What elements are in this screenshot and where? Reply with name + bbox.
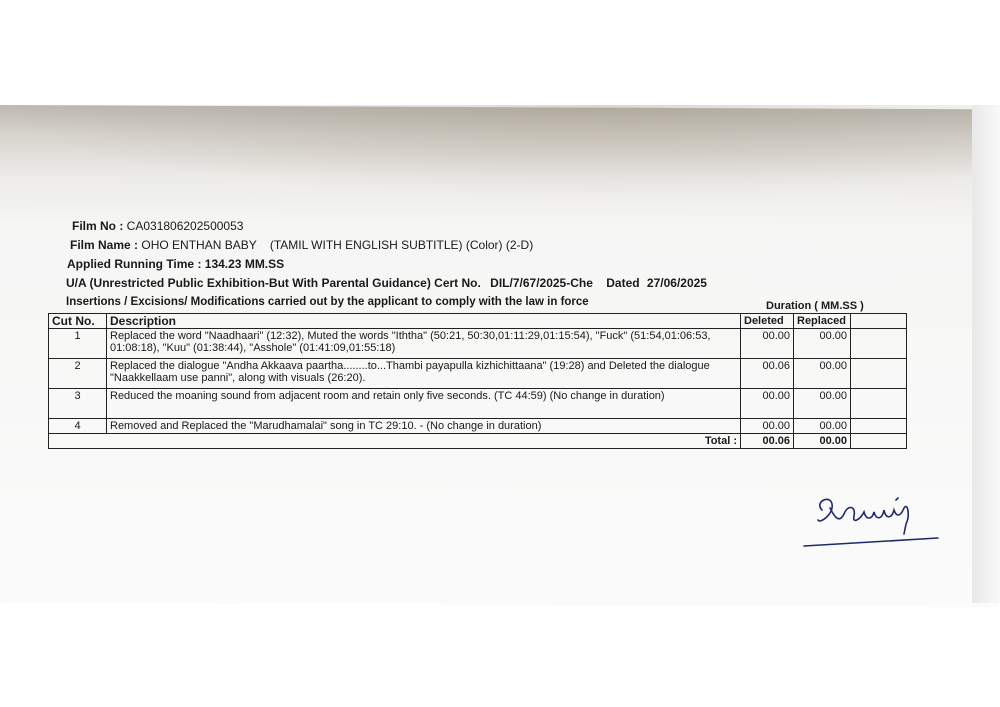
table-row xyxy=(49,329,907,359)
blank-cell xyxy=(851,359,907,389)
deleted-cell: 00.00 xyxy=(741,329,794,359)
cert-no-label: Cert No. xyxy=(434,276,481,290)
total-spacer xyxy=(49,434,107,449)
replaced-cell: 00.00 xyxy=(794,389,851,419)
total-replaced: 00.00 xyxy=(794,434,851,449)
signature-underline xyxy=(804,538,938,546)
certificate-line xyxy=(66,276,707,290)
blank-cell xyxy=(851,329,907,359)
cert-date: 27/06/2025 xyxy=(646,276,707,290)
running-time-value: 134.23 MM.SS xyxy=(204,257,285,271)
film-no-line xyxy=(72,219,243,233)
deleted-cell: 00.00 xyxy=(741,419,794,434)
header-blank xyxy=(851,314,907,329)
replaced-cell: 00.00 xyxy=(794,359,851,389)
description-cell: Removed and Replaced the "Marudhamalai" song in TC 29:10. - (No change in duration) xyxy=(107,419,741,434)
replaced-cell: 00.00 xyxy=(794,419,851,434)
description-cell: Replaced the dialogue "Andha Akkaava paartha........to...Thambi payapulla kizhichittaana" (19:28) and Deleted the dialogue "Naakkellaam use panni", along with visuals (26:20). xyxy=(107,359,741,389)
cert-no-value: DIL/7/67/2025-Che xyxy=(490,276,593,290)
duration-heading: Duration ( MM.SS ) xyxy=(766,300,864,312)
signature-stroke xyxy=(818,498,908,534)
film-no-value: CA031806202500053 xyxy=(126,219,244,233)
blank-cell xyxy=(851,389,907,419)
running-time-line xyxy=(67,257,284,271)
certificate-category: U/A (Unrestricted Public Exhibition-But With Parental Guidance) xyxy=(66,276,431,290)
header-cut-no: Cut No. xyxy=(49,314,107,329)
table-row xyxy=(49,359,907,389)
film-name-details: (TAMIL WITH ENGLISH SUBTITLE) (Color) (2-D) xyxy=(269,238,534,252)
signature-image xyxy=(800,480,950,560)
cut-no-cell: 1 xyxy=(49,329,107,359)
cut-no-cell: 3 xyxy=(49,389,107,419)
photo-shadow xyxy=(0,105,1000,200)
total-label: Total : xyxy=(107,434,741,449)
description-cell: Reduced the moaning sound from adjacent room and retain only five seconds. (TC 44:59) (No change in duration) xyxy=(107,389,741,419)
adjacent-page-edge xyxy=(972,105,1000,603)
header-replaced: Replaced xyxy=(794,314,851,329)
description-cell: Replaced the word "Naadhaari" (12:32), Muted the words "Iththa" (50:21, 50:30,01:11:29,01:15:54), "Fuck" (51:54,01:06:53, 01:08:18), "Kuu" (01:38:44), "Asshole" (01:41:09,01:55:18) xyxy=(107,329,741,359)
running-time-label: Applied Running Time : xyxy=(67,257,202,271)
header-deleted: Deleted xyxy=(741,314,794,329)
cut-no-cell: 4 xyxy=(49,419,107,434)
deleted-cell: 00.06 xyxy=(741,359,794,389)
film-name-label: Film Name : xyxy=(70,238,139,252)
dated-label: Dated xyxy=(606,276,640,290)
total-row xyxy=(49,434,907,449)
table-row xyxy=(49,419,907,434)
blank-cell xyxy=(851,434,907,449)
total-deleted: 00.06 xyxy=(741,434,794,449)
section-heading: Insertions / Excisions/ Modifications carried out by the applicant to comply with the law in force xyxy=(66,296,589,308)
film-no-label: Film No : xyxy=(72,219,124,233)
header-description: Description xyxy=(107,314,741,329)
table-row xyxy=(49,389,907,419)
cuts-table xyxy=(48,313,907,449)
film-name-value: OHO ENTHAN BABY xyxy=(141,238,257,252)
film-name-line xyxy=(70,238,533,252)
cut-no-cell: 2 xyxy=(49,359,107,389)
deleted-cell: 00.00 xyxy=(741,389,794,419)
table-header-row xyxy=(49,314,907,329)
replaced-cell: 00.00 xyxy=(794,329,851,359)
blank-cell xyxy=(851,419,907,434)
